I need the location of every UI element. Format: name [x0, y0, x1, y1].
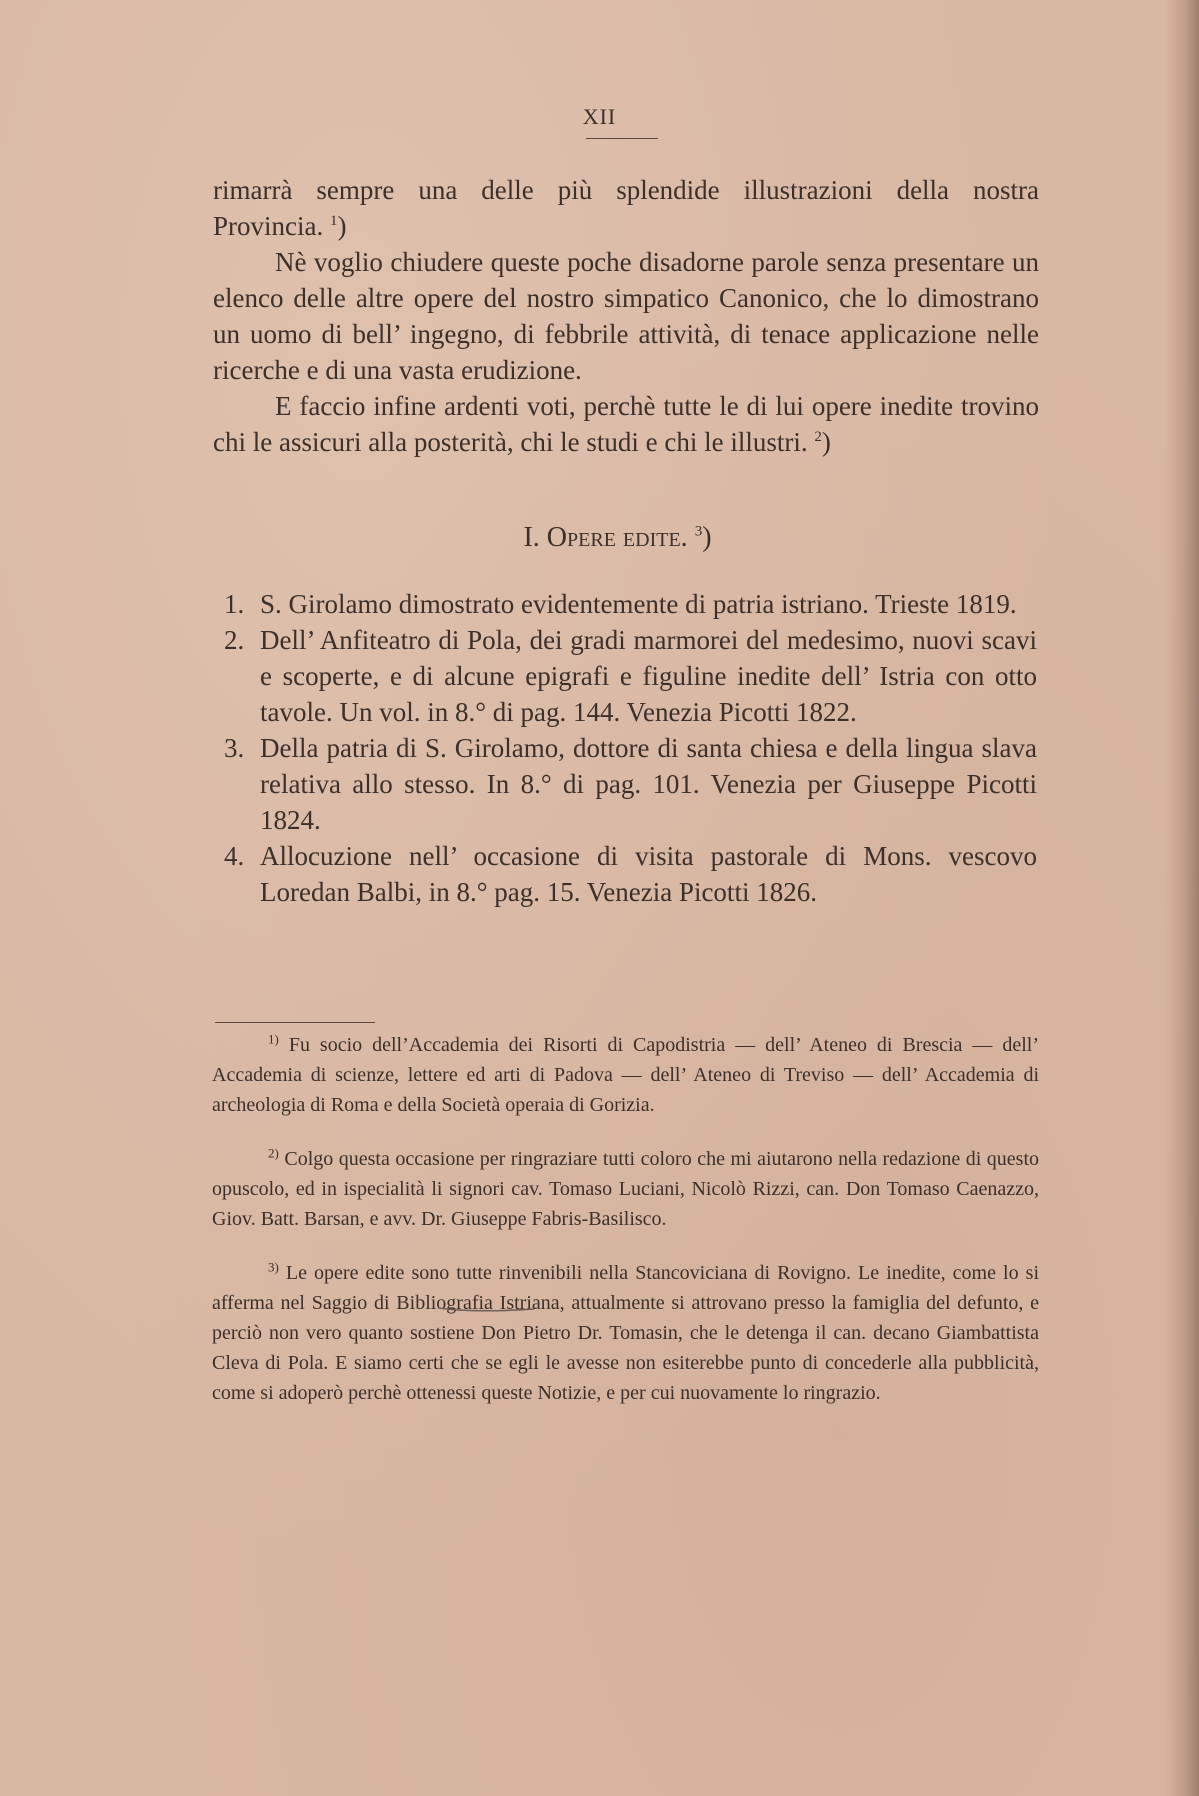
- section-heading: I. Opere edite. $^3$): [523, 522, 712, 553]
- list-item: [224, 730, 1037, 838]
- list-item-number: 4.: [224, 841, 245, 871]
- list-item-number: 1.: [224, 589, 245, 619]
- note-ref-1: 1: [329, 213, 338, 229]
- note-ref-2: 2: [814, 429, 822, 445]
- footnotes: [212, 1030, 1039, 1432]
- note-ref-3: 3: [694, 523, 703, 540]
- list-item-number: 3.: [224, 733, 245, 763]
- list-item-number: 2.: [224, 625, 245, 655]
- list-item-text: Della patria di S. Girolamo, dottore di santa chiesa e della lingua slava relativa allo stesso. In 8.° di pag. 101. Venezia per Giuseppe Picotti 1824.: [260, 733, 1037, 835]
- list-item: [224, 838, 1037, 910]
- section-title: I. Opere edite.: [523, 522, 688, 553]
- footnote-1: [212, 1030, 1039, 1120]
- paragraph-1: rimarrà sempre una delle più splendide illustrazioni della nostra Provincia. $^1$): [213, 175, 1039, 241]
- list-item-text: Dell’ Anfiteatro di Pola, dei gradi marmorei del medesimo, nuovi scavi e scoperte, e di alcune epigrafi e figuline inedite dell’ Istria con otto tavole. Un vol. in 8.° di pag. 144. Venezia Picotti 1822.: [260, 625, 1037, 727]
- list-item: [224, 586, 1037, 622]
- pencil-mark-icon: [436, 1305, 536, 1313]
- footnote-mark: 3): [268, 1259, 279, 1275]
- page-number: XII: [582, 104, 617, 129]
- paragraph-1-text: rimarrà sempre una delle più splendide illustrazioni della nostra Provincia.: [213, 175, 1039, 241]
- footnote-3: [212, 1258, 1039, 1408]
- paragraph-2: [213, 244, 1039, 388]
- footnote-mark: 1): [268, 1031, 279, 1047]
- paragraph-3: E faccio infine ardenti voti, perchè tutte le di lui opere inedite trovino chi le assicuri alla posterità, chi le studi e chi le illustri. $^2$): [213, 391, 1039, 457]
- footnote-text: Le opere edite sono tutte rinvenibili nella Stancoviciana di Rovigno. Le inedite, come lo si afferma nel Saggio di Bibliografia Istriana, attualmente si attrovano presso la famiglia del defunto, e perciò non vero quanto sostiene Don Pietro Dr. Tomasin, che le detenga il can. decano Giambattista Cleva di Pola. E siamo certi che se egli le avesse non esiterebbe punto di concederle alla pubblicità, come si adoperò perchè ottenessi queste Notizie, e per cui nuovamente lo ringrazio.: [212, 1262, 1040, 1404]
- paragraph-3-text: E faccio infine ardenti voti, perchè tutte le di lui opere inedite trovino chi le assicuri alla posterità, chi le studi e chi le illustri.: [213, 391, 1039, 457]
- footnote-text: Colgo questa occasione per ringraziare tutti coloro che mi aiutarono nella redazione di questo opuscolo, ed in ispecialità li signori cav. Tomaso Luciani, Nicolò Rizzi, can. Don Tomaso Caenazzo, Giov. Batt. Barsan, e avv. Dr. Giuseppe Fabris-Basilisco.: [212, 1148, 1040, 1230]
- list-item-text: S. Girolamo dimostrato evidentemente di patria istriano. Trieste 1819.: [260, 589, 1017, 619]
- paragraph-2-text: Nè voglio chiudere queste poche disadorne parole senza presentare un elenco delle altre opere del nostro simpatico Canonico, che lo dimostrano un uomo di bell’ ingegno, di febbrile attività, di tenace applicazione nelle ricerche e di una vasta erudizione.: [213, 247, 1039, 385]
- works-list: [224, 586, 1037, 910]
- footnote-2: [212, 1144, 1039, 1234]
- list-item-text: Allocuzione nell’ occasione di visita pastorale di Mons. vescovo Loredan Balbi, in 8.° pag. 15. Venezia Picotti 1826.: [260, 841, 1037, 907]
- page-edge-shadow: [1165, 0, 1199, 1796]
- body-text: [213, 172, 1039, 460]
- footnote-rule: [215, 1022, 375, 1023]
- list-item: [224, 622, 1037, 730]
- footnote-text: Fu socio dell’Accademia dei Risorti di Capodistria — dell’ Ateneo di Brescia — dell’ Accademia di scienze, lettere ed arti di Padova — dell’ Ateneo di Treviso — dell’ Accademia di archeologia di Roma e della Società operaia di Gorizia.: [212, 1034, 1040, 1116]
- header-rule: [586, 138, 658, 139]
- footnote-mark: 2): [268, 1145, 279, 1161]
